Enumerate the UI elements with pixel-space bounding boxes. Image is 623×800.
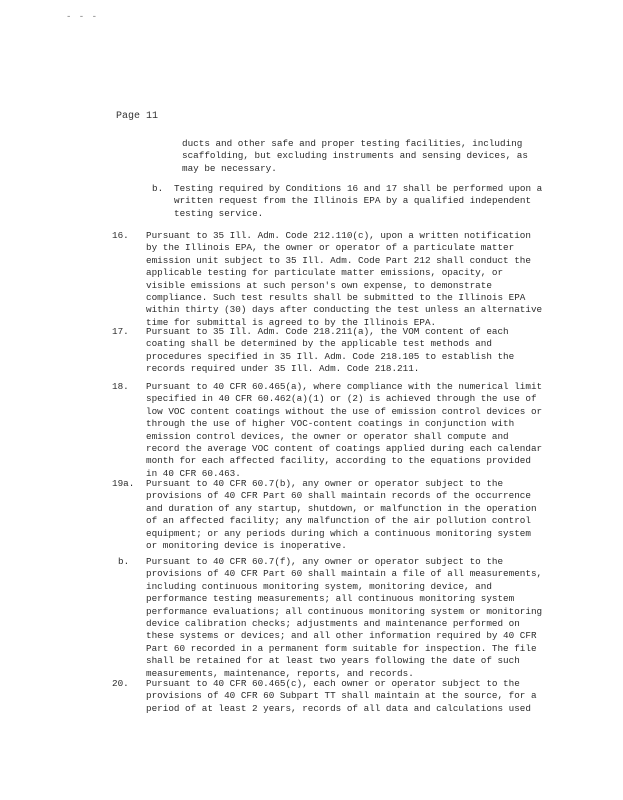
text-line: Pursuant to 40 CFR 60.7(b), any owner or operator subject to the xyxy=(146,478,504,489)
item-label-19a: 19a. xyxy=(112,478,135,489)
text-line: time for submittal is agreed to by the Illinois EPA. xyxy=(146,316,437,328)
text-line: Pursuant to 40 CFR 60.465(a), where compliance with the numerical limit xyxy=(146,381,543,392)
text-line: applicable testing for particulate matter emissions, opacity, or xyxy=(146,267,504,279)
text-line: Testing required by Conditions 16 and 17 shall be performed upon a xyxy=(174,183,543,194)
text-line: month for each affected facility, according to the equations provided xyxy=(146,455,531,467)
text-line: low VOC content coatings without the use of emission control devices or xyxy=(146,405,543,417)
text-line: Pursuant to 40 CFR 60.465(c), each owner or operator subject to the xyxy=(146,678,520,689)
text-line: equipment; or any periods during which a continuous monitoring system xyxy=(146,527,531,539)
text-line: Pursuant to 35 Ill. Adm. Code 212.110(c), upon a written notification xyxy=(146,230,531,241)
text-line: measurements, maintenance, reports, and records. xyxy=(146,667,414,679)
text-line: compliance. Such test results shall be submitted to the Illinois EPA xyxy=(146,292,526,304)
text-line: including continuous monitoring system, monitoring device, and xyxy=(146,580,492,592)
continuation-paragraph xyxy=(182,138,528,175)
text-line: testing service. xyxy=(174,207,264,219)
text-line: these systems or devices; and all other information required by 40 CFR xyxy=(146,630,537,642)
text-line: record the average VOC content of coatings applied during each calendar xyxy=(146,443,543,455)
item-19a-paragraph xyxy=(146,478,537,552)
page-number: Page 11 xyxy=(116,111,159,122)
text-line: provisions of 40 CFR Part 60 shall maintain records of the occurrence xyxy=(146,490,531,502)
text-line: coating shall be determined by the applicable test methods and xyxy=(146,338,492,350)
item-label-b: b. xyxy=(152,183,164,194)
text-line: may be necessary. xyxy=(182,162,277,174)
item-b-paragraph xyxy=(174,183,542,220)
text-line: Part 60 recorded in a permanent form suitable for inspection. The file xyxy=(146,642,537,654)
item-20-paragraph xyxy=(146,678,537,715)
text-line: provisions of 40 CFR 60 Subpart TT shall maintain at the source, for a xyxy=(146,690,537,702)
text-line: procedures specified in 35 Ill. Adm. Code 218.105 to establish the xyxy=(146,350,515,362)
text-line: in 40 CFR 60.463. xyxy=(146,467,241,479)
item-19b-paragraph xyxy=(146,556,542,680)
item-label-19b: b. xyxy=(118,556,130,567)
text-line: Pursuant to 40 CFR 60.7(f), any owner or operator subject to the xyxy=(146,556,504,567)
text-line: by the Illinois EPA, the owner or operator of a particulate matter xyxy=(146,242,515,254)
text-line: provisions of 40 CFR Part 60 shall maintain a file of all measurements, xyxy=(146,568,543,580)
text-line: through the use of higher VOC-content coatings in conjunction with xyxy=(146,418,515,430)
text-line: performance evaluations; all continuous monitoring system or monitoring xyxy=(146,605,543,617)
text-line: within thirty (30) days after conducting the test unless an alternative xyxy=(146,304,543,316)
text-line: period of at least 2 years, records of all data and calculations used xyxy=(146,702,531,714)
item-16-paragraph xyxy=(146,230,542,329)
text-line: of an affected facility; any malfunction of the air pollution control xyxy=(146,515,531,527)
item-label-18: 18. xyxy=(112,381,129,392)
item-label-16: 16. xyxy=(112,230,129,241)
text-line: Pursuant to 35 Ill. Adm. Code 218.211(a), the VOM content of each xyxy=(146,326,509,337)
text-line: records required under 35 Ill. Adm. Code 218.211. xyxy=(146,363,420,375)
text-line: emission unit subject to 35 Ill. Adm. Code Part 212 shall conduct the xyxy=(146,254,531,266)
item-label-17: 17. xyxy=(112,326,129,337)
text-line: shall be retained for at least two years following the date of such xyxy=(146,655,520,667)
text-line: or monitoring device is inoperative. xyxy=(146,540,347,552)
text-line: specified in 40 CFR 60.462(a)(1) or (2) is achieved through the use of xyxy=(146,393,537,405)
text-line: and duration of any startup, shutdown, or malfunction in the operation xyxy=(146,502,537,514)
text-line: written request from the Illinois EPA by a qualified independent xyxy=(174,195,532,207)
text-line: visible emissions at such person's own expense, to demonstrate xyxy=(146,279,492,291)
text-line: performance testing measurements; all continuous monitoring system xyxy=(146,593,515,605)
scan-mark: - - - xyxy=(66,12,99,22)
text-line: emission control devices, the owner or operator shall compute and xyxy=(146,430,509,442)
item-17-paragraph xyxy=(146,326,514,376)
item-18-paragraph xyxy=(146,381,542,480)
text-line: scaffolding, but excluding instruments and sensing devices, as xyxy=(182,150,528,162)
text-line: device calibration checks; adjustments and maintenance performed on xyxy=(146,618,520,630)
item-label-20: 20. xyxy=(112,678,129,689)
text-line: ducts and other safe and proper testing facilities, including xyxy=(182,138,523,149)
